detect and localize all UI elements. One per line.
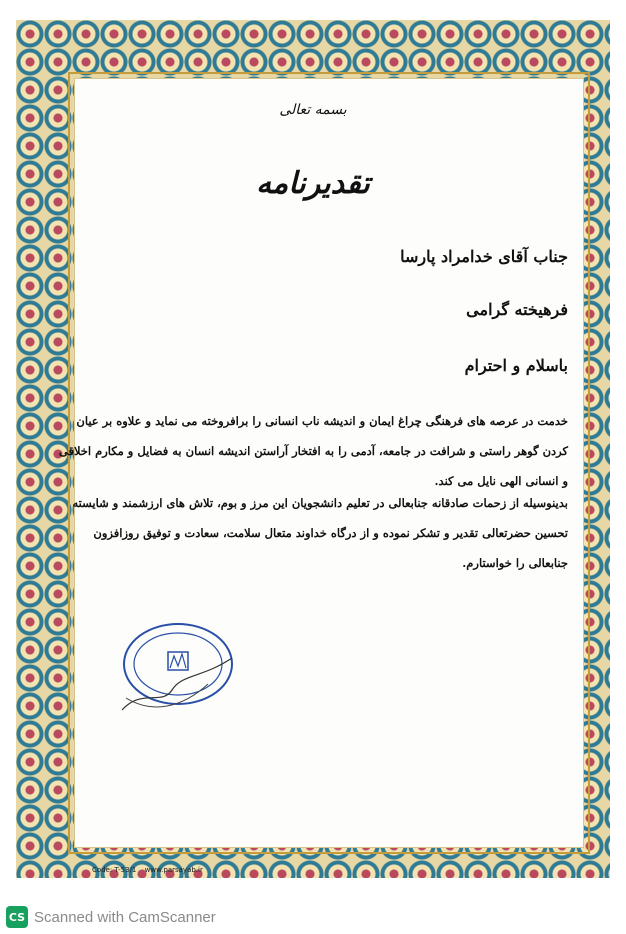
camscanner-watermark <box>0 900 626 934</box>
recipient-name: جناب آقای خدامراد پارسا <box>400 247 568 266</box>
body-paragraph-2: بدینوسیله از زحمات صادقانه جنابعالی در تعلیم دانشجویان این مرز و بوم، تلاش های ارزشمند و شایسته تحسین حضرتعالی تقدیر و تشکر نموده و از درگاه خداوند متعال سلامت، سعادت و توفیق روزافزون جنابعالی را خواستارم. <box>72 496 568 570</box>
official-seal-icon <box>112 618 240 718</box>
body-paragraph-1: خدمت در عرصه های فرهنگی چراغ ایمان و اندیشه ناب انسانی را برافروخته می نماید و علاوه بر عیان کردن گوهر راستی و شرافت در جامعه، آدمی را به افتخار آراستن اندیشه انسان به فضایل و مکارم اخلاقی و انسانی الهی نایل می کند. <box>58 414 568 488</box>
camscanner-label: Scanned with CamScanner <box>34 908 216 926</box>
camscanner-logo-icon: CS <box>6 906 28 928</box>
honorific-line: فرهیخته گرامی <box>466 300 568 319</box>
print-code: Code: T-53/1 www.parsayab.ir <box>92 866 203 874</box>
certificate-title: تقدیرنامه <box>256 166 370 201</box>
greeting-line: باسلام و احترام <box>464 356 568 375</box>
bismillah-heading: بسمه تعالی <box>279 102 347 118</box>
